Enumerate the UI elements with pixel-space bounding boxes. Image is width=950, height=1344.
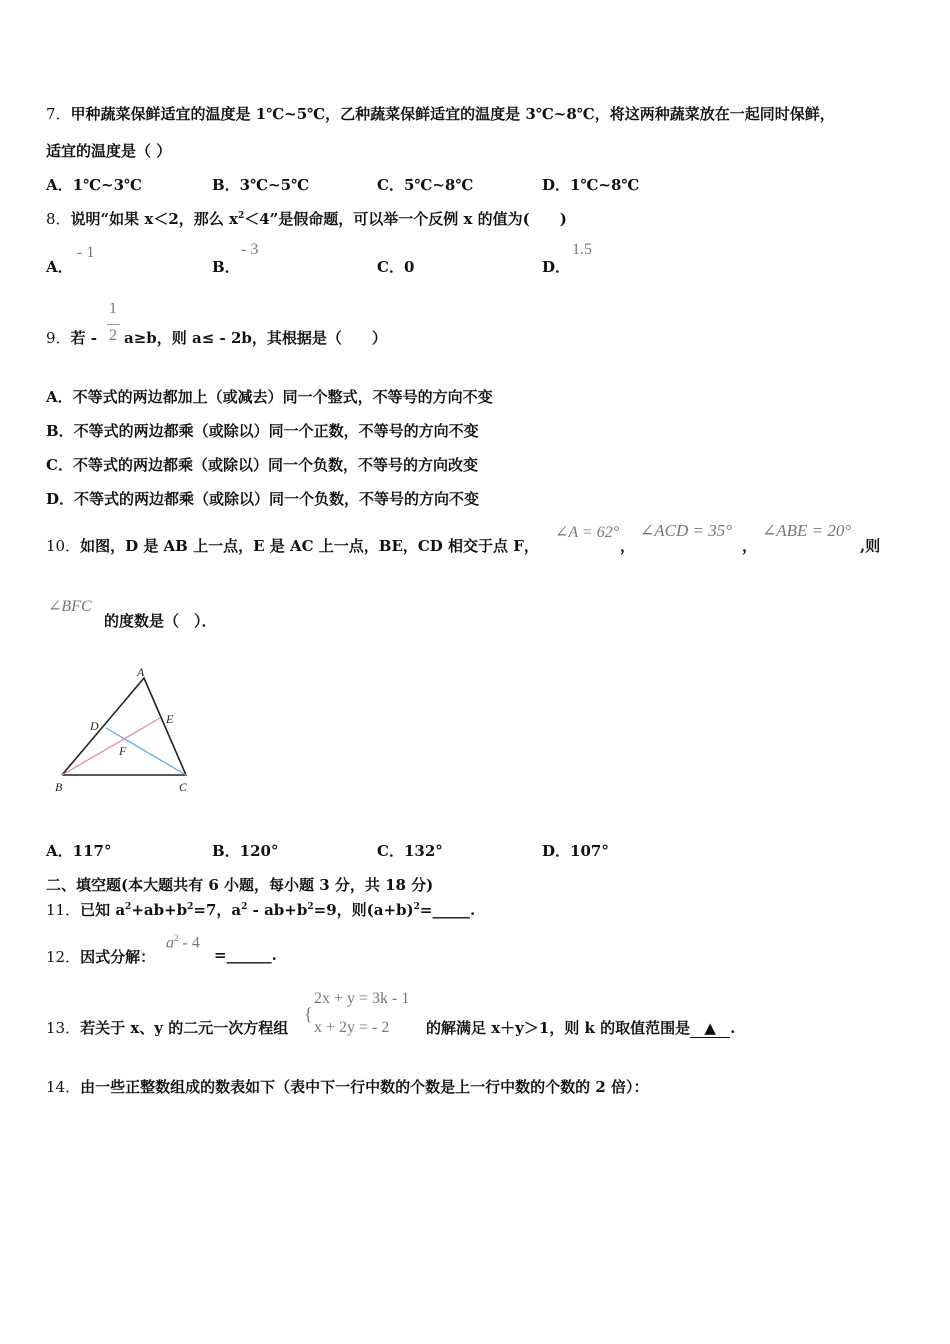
- q10-option-a: A．117°: [46, 842, 112, 860]
- q11-text-e: =9，则(a+b): [313, 901, 414, 919]
- q10-line1: [46, 535, 539, 556]
- q8-option-a-label: A．: [46, 258, 73, 276]
- q8-text-b: ＜4”是假命题，可以举一个反例 x 的值为( ): [244, 210, 567, 228]
- q10-angle-acd: ∠ACD = 35°: [640, 521, 733, 540]
- q10-angle-abe: ∠ABE = 20°: [762, 521, 852, 540]
- q11-number: 11．: [46, 901, 81, 919]
- q8-option-a-value: - 1: [77, 244, 95, 261]
- q12-expr-b: - 4: [178, 934, 200, 952]
- q12-line: [46, 946, 155, 967]
- q11-text-a: 已知 a: [80, 901, 126, 919]
- q13-text: 若关于 x、y 的二元一次方程组: [80, 1019, 289, 1037]
- q10-line2: 的度数是（ ）．: [104, 612, 217, 630]
- q13-tail-text: 的解满足 x＋y＞1，则 k 的取值范围是: [426, 1019, 691, 1037]
- q9-suffix: a≥b，则 a≤ - 2b，其根据是（ ）: [124, 329, 387, 347]
- q7-option-b: B．3℃~5℃: [212, 176, 310, 194]
- q8-option-b-value: - 3: [241, 241, 259, 258]
- q9-option-d: D．不等式的两边都乘（或除以）同一个负数，不等号的方向不变: [46, 490, 480, 508]
- q7-number: 7．: [46, 105, 71, 123]
- q11-text-b: +ab+b: [131, 901, 188, 919]
- q7-text-line1: 甲种蔬菜保鲜适宜的温度是 1℃~5℃，乙种蔬菜保鲜适宜的温度是 3℃~8℃，将这两种蔬菜放在一起同时保鲜，: [70, 105, 835, 123]
- q10-then: ,则: [860, 537, 881, 555]
- q11-text-c: =7，a: [193, 901, 242, 919]
- q13-tail-end: .: [730, 1019, 736, 1037]
- segment-cd: [106, 728, 186, 775]
- q10-comma-1: ，: [620, 537, 636, 555]
- q8-number: 8．: [46, 210, 71, 228]
- q13-equation-2: x + 2y = - 2: [314, 1019, 390, 1036]
- q12-text: 因式分解：: [80, 948, 156, 966]
- q11-sup-1: 2: [125, 902, 132, 912]
- label-b: B: [55, 780, 63, 794]
- triangle-figure: [48, 660, 208, 800]
- q14-line: [46, 1076, 648, 1097]
- q7-option-c: C．5℃~8℃: [377, 176, 474, 194]
- triangle-outline: [62, 678, 186, 775]
- q11-line: [46, 899, 475, 920]
- q8-sup: 2: [237, 211, 245, 221]
- q9-fraction-bar: [107, 324, 120, 325]
- q10-comma-2: ，: [742, 537, 758, 555]
- q10-angle-a: ∠A = 62°: [555, 524, 620, 541]
- q8-line: [46, 208, 567, 229]
- q7-line2: 适宜的温度是（ ）: [46, 142, 172, 160]
- q13-equation-1: 2x + y = 3k - 1: [314, 990, 410, 1007]
- q14-number: 14．: [46, 1078, 81, 1096]
- label-f: F: [119, 744, 127, 758]
- q11-sup-3: 2: [241, 902, 248, 912]
- q9-fraction-denominator: 2: [109, 327, 117, 344]
- label-d: D: [90, 719, 99, 733]
- q12-number: 12．: [46, 948, 81, 966]
- q10-option-b: B．120°: [212, 842, 279, 860]
- q8-option-d-label: D．: [542, 258, 571, 276]
- section-2-heading: 二、填空题(本大题共有 6 小题，每小题 3 分，共 18 分): [46, 876, 434, 894]
- q13-tail: [426, 1017, 735, 1038]
- q10-number: 10．: [46, 537, 81, 555]
- q10-option-d: D．107°: [542, 842, 609, 860]
- q10-angle-bfc: ∠BFC: [48, 598, 92, 615]
- q11-sup-5: 2: [413, 902, 420, 912]
- q7-option-d: D．1℃~8℃: [542, 176, 640, 194]
- q11-sup-2: 2: [187, 902, 194, 912]
- q11-text-d: - ab+b: [247, 901, 308, 919]
- q9-prefix-line: [46, 327, 97, 348]
- q9-option-a: A．不等式的两边都加上（或减去）同一个整式，不等号的方向不变: [46, 388, 493, 406]
- q7-option-a: A．1℃~3℃: [46, 176, 143, 194]
- q10-text: 如图，D 是 AB 上一点，E 是 AC 上一点，BE，CD 相交于点 F，: [80, 537, 539, 555]
- segment-be: [62, 718, 160, 775]
- q11-sup-4: 2: [307, 902, 314, 912]
- q12-answer-blank[interactable]: =______.: [214, 946, 277, 964]
- q9-fraction-numerator: 1: [109, 300, 117, 317]
- label-a: A: [137, 665, 145, 679]
- q14-text: 由一些正整数组成的数表如下（表中下一行中数的个数是上一行中数的个数的 2 倍）：: [80, 1078, 649, 1096]
- q13-number: 13．: [46, 1019, 81, 1037]
- q9-number: 9．: [46, 329, 71, 347]
- q12-expr-sup: 2: [174, 933, 179, 943]
- q13-brace: {: [304, 1004, 313, 1024]
- q10-option-c: C．132°: [377, 842, 443, 860]
- q9-option-c: C．不等式的两边都乘（或除以）同一个负数，不等号的方向改变: [46, 456, 478, 474]
- q11-answer-blank[interactable]: _____: [432, 901, 470, 919]
- q13-mark: ▲: [704, 1019, 716, 1037]
- q8-option-c: C．0: [377, 258, 415, 276]
- q13-answer-blank[interactable]: [690, 1019, 730, 1038]
- q9-option-b: B．不等式的两边都乘（或除以）同一个正数，不等号的方向不变: [46, 422, 479, 440]
- q8-option-b-label: B．: [212, 258, 240, 276]
- q9-prefix: 若 -: [70, 329, 97, 347]
- label-c: C: [179, 780, 188, 794]
- q7-line1: [46, 103, 835, 124]
- q11-end: .: [469, 901, 476, 919]
- q12-expr-a: a: [166, 934, 174, 952]
- q13-line: [46, 1017, 288, 1038]
- label-e: E: [166, 712, 174, 726]
- q8-option-d-value: 1.5: [572, 241, 592, 258]
- q12-expression: [166, 933, 200, 952]
- q8-text-a: 说明“如果 x＜2，那么 x: [70, 210, 238, 228]
- q11-text-f: =: [419, 901, 433, 919]
